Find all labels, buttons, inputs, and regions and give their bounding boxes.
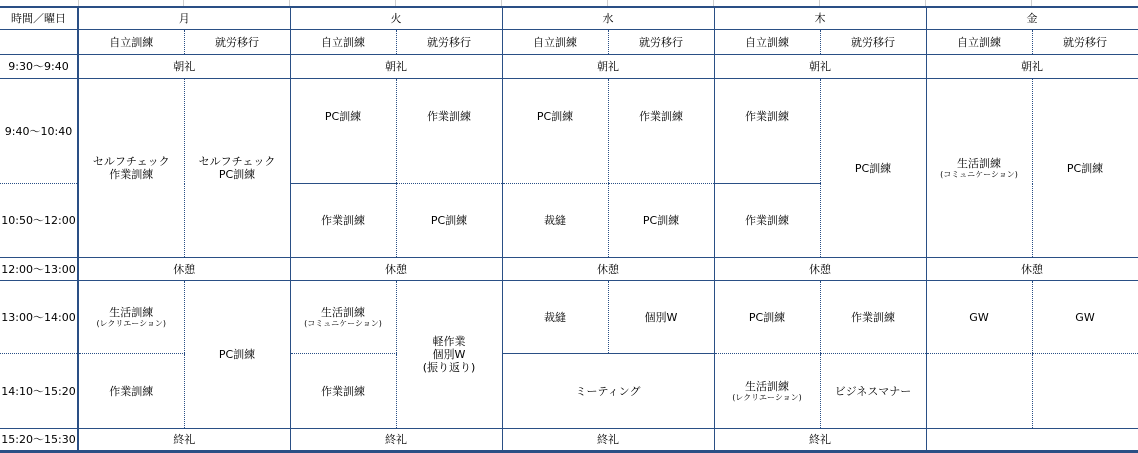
row-morning bbox=[0, 55, 1138, 79]
lunch-break-cell: 休憩 bbox=[502, 258, 714, 281]
fri-jiritsu-am-cell bbox=[926, 79, 1032, 258]
weekly-schedule-table bbox=[0, 6, 1138, 453]
thu-jiritsu-pm2-cell bbox=[714, 354, 820, 429]
morning-meeting-cell: 朝礼 bbox=[926, 55, 1138, 79]
course-label-shuro: 就労移行 bbox=[608, 30, 714, 55]
wed-shuro-1: 作業訓練 bbox=[608, 79, 714, 184]
course-label-jiritsu: 自立訓練 bbox=[78, 30, 184, 55]
tue-jiritsu-pm2: 作業訓練 bbox=[290, 354, 396, 429]
class-name: 生活訓練 bbox=[957, 156, 1001, 170]
lunch-break-cell: 休憩 bbox=[714, 258, 926, 281]
time-day-header: 時間／曜日 bbox=[0, 7, 78, 30]
lunch-break-cell: 休憩 bbox=[290, 258, 502, 281]
fri-jiritsu-pm1: GW bbox=[926, 281, 1032, 354]
class-note: (レクリエーション) bbox=[732, 392, 802, 402]
day-header-fri: 金 bbox=[926, 7, 1138, 30]
class-name: 軽作業 bbox=[432, 335, 466, 348]
mon-jiritsu-am-cell bbox=[78, 79, 184, 258]
mon-jiritsu-pm2: 作業訓練 bbox=[78, 354, 184, 429]
class-note: (レクリエーション) bbox=[96, 318, 167, 328]
row-1410 bbox=[0, 354, 1138, 429]
wed-pm2-meeting: ミーティング bbox=[502, 354, 714, 429]
class-name: PC訓練 bbox=[218, 168, 256, 181]
class-name: 個別W bbox=[432, 348, 466, 361]
morning-meeting-cell: 朝礼 bbox=[290, 55, 502, 79]
day-header-row bbox=[0, 7, 1138, 30]
tue-jiritsu-1: PC訓練 bbox=[290, 79, 396, 184]
time-label: 13:00〜14:00 bbox=[0, 281, 78, 354]
course-label-jiritsu: 自立訓練 bbox=[714, 30, 820, 55]
tue-shuro-pm-cell bbox=[396, 281, 502, 429]
tue-jiritsu-2: 作業訓練 bbox=[290, 184, 396, 258]
thu-jiritsu-1: 作業訓練 bbox=[714, 79, 820, 184]
class-note: (振り返り) bbox=[422, 361, 476, 374]
class-name: セルフチェック bbox=[92, 155, 170, 168]
class-name: 生活訓練 bbox=[321, 305, 365, 319]
course-label-shuro: 就労移行 bbox=[820, 30, 926, 55]
mon-shuro-am-cell bbox=[184, 79, 290, 258]
time-label: 10:50〜12:00 bbox=[0, 184, 78, 258]
time-label: 14:10〜15:20 bbox=[0, 354, 78, 429]
course-label-shuro: 就労移行 bbox=[396, 30, 502, 55]
day-header-mon: 月 bbox=[78, 7, 290, 30]
wed-jiritsu-pm1: 裁縫 bbox=[502, 281, 608, 354]
course-label-jiritsu: 自立訓練 bbox=[926, 30, 1032, 55]
thu-jiritsu-pm1: PC訓練 bbox=[714, 281, 820, 354]
lunch-break-cell: 休憩 bbox=[78, 258, 290, 281]
closing-meeting-cell: 終礼 bbox=[714, 429, 926, 452]
thu-shuro-pm1: 作業訓練 bbox=[820, 281, 926, 354]
class-note: (コミュニケーション) bbox=[304, 318, 382, 328]
class-name: 生活訓練 bbox=[109, 305, 154, 319]
thu-shuro-pm2: ビジネスマナー bbox=[820, 354, 926, 429]
wed-shuro-pm1: 個別W bbox=[608, 281, 714, 354]
class-name: 作業訓練 bbox=[109, 168, 154, 181]
closing-meeting-cell: 終礼 bbox=[502, 429, 714, 452]
fri-jiritsu-pm2 bbox=[926, 354, 1032, 429]
row-closing bbox=[0, 429, 1138, 452]
class-name: 生活訓練 bbox=[745, 379, 789, 393]
time-label: 15:20〜15:30 bbox=[0, 429, 78, 452]
wed-shuro-2: PC訓練 bbox=[608, 184, 714, 258]
tue-shuro-2: PC訓練 bbox=[396, 184, 502, 258]
closing-meeting-cell: 終礼 bbox=[290, 429, 502, 452]
class-note: (コミュニケーション) bbox=[940, 169, 1018, 179]
time-label: 9:40〜10:40 bbox=[0, 79, 78, 184]
lunch-break-cell: 休憩 bbox=[926, 258, 1138, 281]
fri-shuro-am: PC訓練 bbox=[1032, 79, 1138, 258]
tue-jiritsu-pm1-cell bbox=[290, 281, 396, 354]
course-header-row bbox=[0, 30, 1138, 55]
class-name: セルフチェック bbox=[198, 155, 276, 168]
thu-shuro-am: PC訓練 bbox=[820, 79, 926, 258]
mon-jiritsu-pm1-cell bbox=[78, 281, 184, 354]
row-lunch bbox=[0, 258, 1138, 281]
morning-meeting-cell: 朝礼 bbox=[78, 55, 290, 79]
course-label-jiritsu: 自立訓練 bbox=[290, 30, 396, 55]
day-header-thu: 木 bbox=[714, 7, 926, 30]
course-label-jiritsu: 自立訓練 bbox=[502, 30, 608, 55]
wed-jiritsu-2: 裁縫 bbox=[502, 184, 608, 258]
row-0940 bbox=[0, 79, 1138, 184]
time-blank bbox=[0, 30, 78, 55]
time-label: 9:30〜9:40 bbox=[0, 55, 78, 79]
mon-shuro-pm: PC訓練 bbox=[184, 281, 290, 429]
course-label-shuro: 就労移行 bbox=[1032, 30, 1138, 55]
wed-jiritsu-1: PC訓練 bbox=[502, 79, 608, 184]
morning-meeting-cell: 朝礼 bbox=[502, 55, 714, 79]
morning-meeting-cell: 朝礼 bbox=[714, 55, 926, 79]
row-1300 bbox=[0, 281, 1138, 354]
closing-meeting-cell: 終礼 bbox=[78, 429, 290, 452]
fri-shuro-pm2 bbox=[1032, 354, 1138, 429]
closing-empty-cell bbox=[926, 429, 1138, 452]
tue-shuro-1: 作業訓練 bbox=[396, 79, 502, 184]
day-header-tue: 火 bbox=[290, 7, 502, 30]
course-label-shuro: 就労移行 bbox=[184, 30, 290, 55]
thu-jiritsu-2: 作業訓練 bbox=[714, 184, 820, 258]
time-label: 12:00〜13:00 bbox=[0, 258, 78, 281]
day-header-wed: 水 bbox=[502, 7, 714, 30]
fri-shuro-pm1: GW bbox=[1032, 281, 1138, 354]
